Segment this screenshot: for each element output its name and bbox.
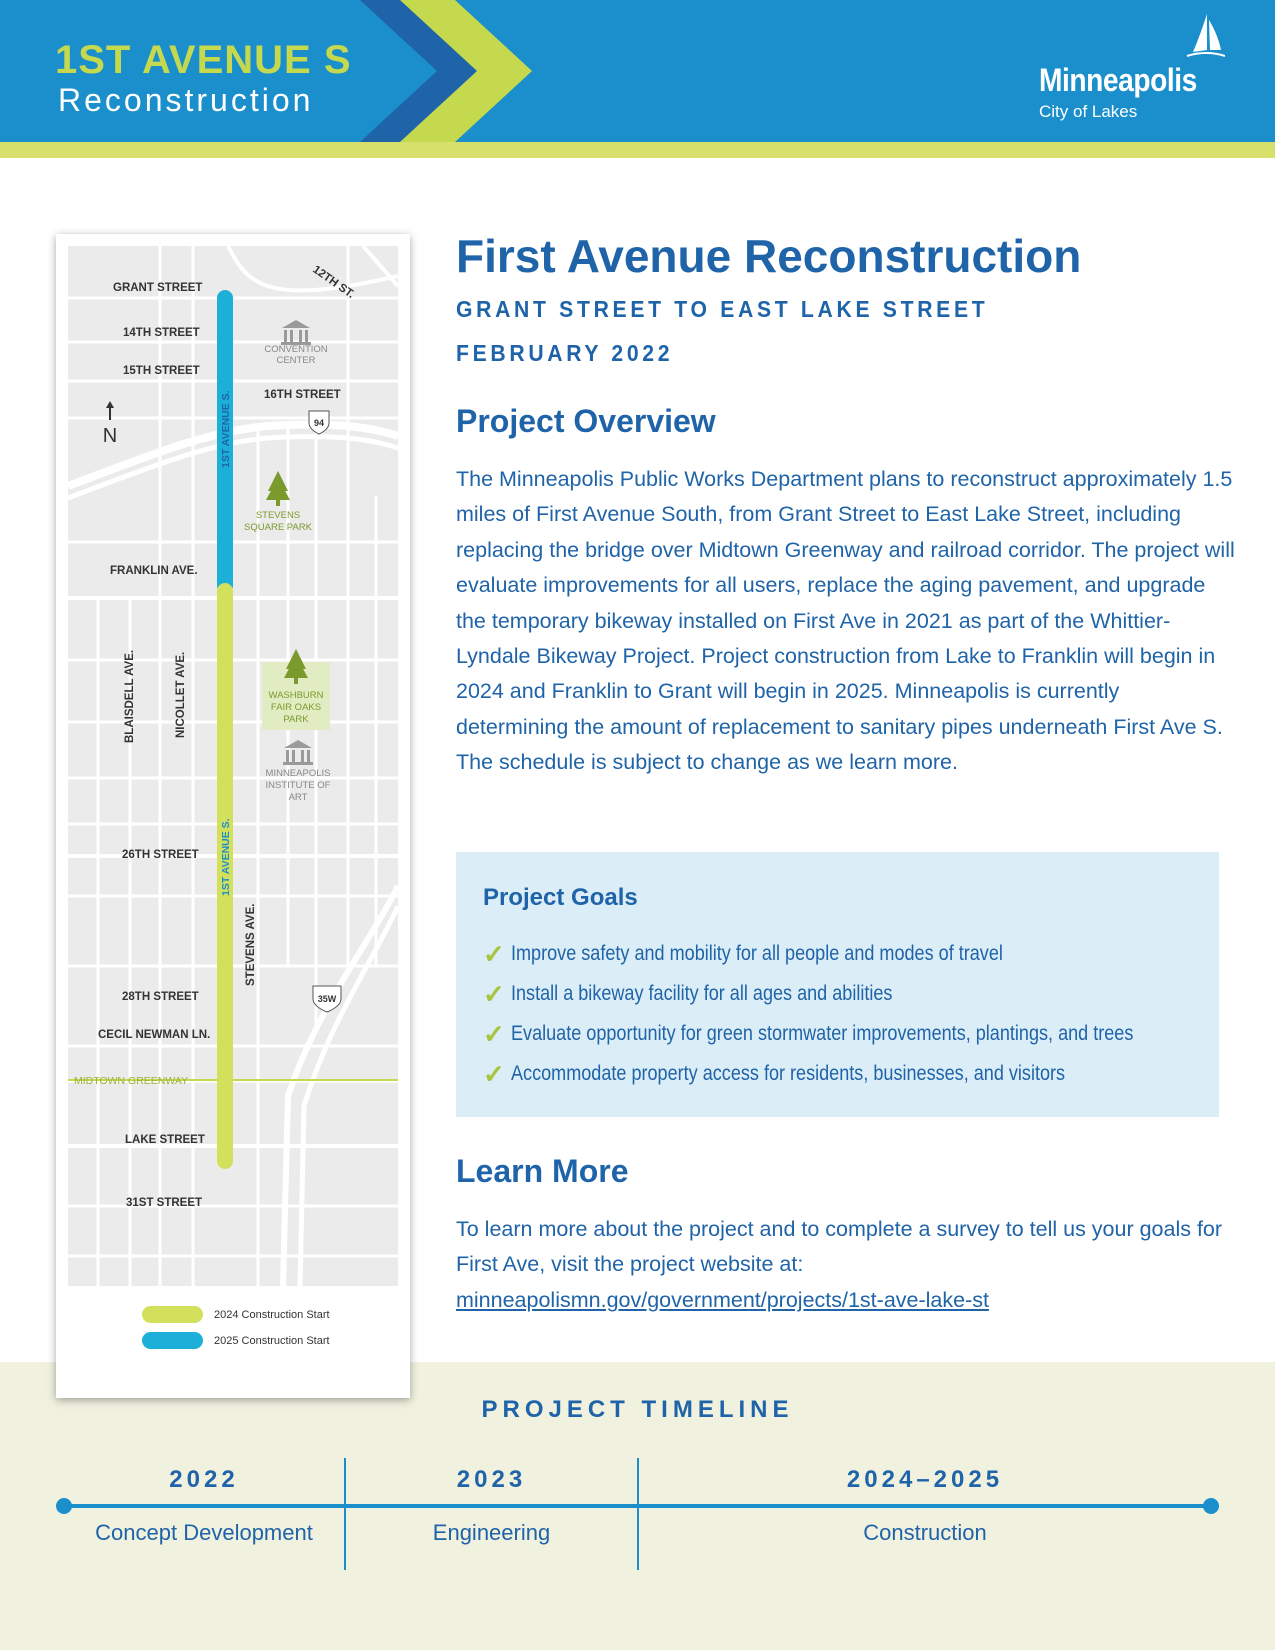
goals-heading: Project Goals — [483, 884, 638, 911]
checkmark-icon: ✓ — [483, 1018, 505, 1049]
map-label-stevens-park-2: SQUARE PARK — [244, 522, 312, 533]
map-label-convention-2: CENTER — [276, 355, 316, 366]
legend-label-2025: 2025 Construction Start — [214, 1334, 330, 1347]
timeline-end-dot — [1203, 1498, 1219, 1514]
timeline-label-engineering: Engineering — [432, 1520, 551, 1545]
map-label-washburn-3: PARK — [283, 714, 309, 725]
legend-swatch-2025 — [142, 1332, 203, 1349]
map-label-mia: MINNEAPOLIS — [265, 768, 331, 779]
goal-text: Accommodate property access for residents, businesses, and visitors — [511, 1062, 1066, 1085]
logo-tagline: City of Lakes — [1039, 102, 1138, 121]
timeline-title: PROJECT TIMELINE — [481, 1396, 794, 1423]
minneapolis-logo — [1035, 12, 1235, 127]
sailboat-icon — [1185, 12, 1225, 62]
page-title: First Avenue Reconstruction — [456, 230, 1082, 282]
list-item — [483, 934, 1235, 974]
map-label-lake: LAKE STREET — [125, 1134, 205, 1146]
checkmark-icon: ✓ — [483, 1058, 505, 1089]
map-label-stevens-park: STEVENS — [255, 510, 301, 521]
header-title: 1ST AVENUE S — [55, 38, 352, 82]
goal-text: Evaluate opportunity for green stormwater improvements, plantings, and trees — [511, 1022, 1134, 1045]
timeline-year-2022: 2022 — [169, 1466, 239, 1493]
chevron-graphic — [360, 0, 560, 142]
page-date: FEBRUARY 2022 — [456, 340, 674, 366]
map-label-28th: 28TH STREET — [122, 991, 199, 1003]
map-label-washburn-2: FAIR OAKS — [270, 702, 322, 713]
map-label-stevens: STEVENS AVE. — [245, 903, 257, 986]
map-label-nicollet: NICOLLET AVE. — [175, 651, 187, 738]
overview-heading: Project Overview — [456, 403, 716, 439]
checkmark-icon: ✓ — [483, 978, 505, 1009]
legend-2024 — [142, 1306, 330, 1323]
goals-list — [483, 934, 1235, 1094]
list-item — [483, 1014, 1235, 1054]
overview-text: The Minneapolis Public Works Department plans to reconstruct approximately 1.5 miles of First Avenue South, from Grant Street to East Lake Street, including replacing the bridge over Midtown Greenway and railroad corridor. The project will evaluate improvements for all users, replace the aging pavement, and upgrade the temporary bikeway installed on First Ave in 2021 as part of the Whittier-Lyndale Bikeway Project. Project construction from Lake to Franklin will begin in 2024 and Franklin to Grant will begin in 2025. Minneapolis is currently determining the amount of replacement to sanitary pipes underneath First Ave S. The schedule is subject to change as we learn more. — [456, 467, 1235, 775]
map-label-16th: 16TH STREET — [264, 389, 341, 401]
legend-swatch-2024 — [142, 1306, 203, 1323]
page-subtitle: GRANT STREET TO EAST LAKE STREET — [456, 296, 989, 322]
map-label-mia-2: INSTITUTE OF — [265, 780, 331, 791]
map-label-26th: 26TH STREET — [122, 849, 199, 861]
header-subtitle: Reconstruction — [58, 82, 314, 118]
svg-text:35W: 35W — [317, 994, 337, 1004]
map-label-grant: GRANT STREET — [113, 282, 203, 294]
list-item — [483, 974, 1235, 1014]
timeline-year-2023: 2023 — [456, 1466, 527, 1493]
learn-more-body: To learn more about the project and to complete a survey to tell us your goals for First Ave, visit the project website at: — [456, 1217, 1223, 1277]
project-map — [56, 234, 410, 1398]
legend-2025 — [142, 1332, 330, 1349]
map-label-cecil: CECIL NEWMAN LN. — [98, 1029, 211, 1041]
map-graphic — [68, 246, 398, 1286]
map-label-blaisdell: BLAISDELL AVE. — [124, 649, 136, 743]
main-content — [456, 226, 1236, 781]
map-label-franklin: FRANKLIN AVE. — [110, 565, 198, 577]
header-stripe — [0, 142, 1275, 158]
checkmark-icon: ✓ — [483, 938, 505, 969]
map-label-washburn: WASHBURN — [268, 690, 324, 701]
list-item — [483, 1054, 1235, 1094]
map-label-1st-ave-south: 1ST AVENUE S. — [220, 818, 232, 896]
map-label-15th: 15TH STREET — [123, 365, 200, 377]
legend-label-2024: 2024 Construction Start — [214, 1308, 330, 1321]
header-banner — [0, 0, 1275, 142]
map-label-convention: CONVENTION — [264, 344, 328, 355]
timeline-label-construction: Construction — [863, 1520, 987, 1545]
north-label: N — [102, 425, 118, 447]
map-label-mia-3: ART — [288, 792, 308, 803]
learn-more-heading: Learn More — [456, 1153, 629, 1189]
map-label-14th: 14TH STREET — [123, 327, 200, 339]
svg-text:94: 94 — [313, 418, 325, 428]
map-label-midtown: MIDTOWN GREENWAY — [74, 1075, 189, 1087]
project-website-link[interactable]: minneapolismn.gov/government/projects/1st-ave-lake-st — [456, 1287, 989, 1312]
goals-box — [456, 852, 1219, 1117]
goal-text: Improve safety and mobility for all people and modes of travel — [511, 942, 1003, 965]
logo-name: Minneapolis — [1039, 62, 1197, 98]
map-label-31st: 31ST STREET — [126, 1197, 203, 1209]
learn-more-text — [456, 1212, 1236, 1318]
map-label-12th: 12TH ST. — [310, 263, 357, 301]
timeline-start-dot — [56, 1498, 72, 1514]
timeline-label-concept: Concept Development — [95, 1520, 313, 1545]
timeline-year-2024-2025: 2024–2025 — [846, 1466, 1004, 1493]
map-label-1st-ave-north: 1ST AVENUE S. — [220, 390, 232, 468]
goal-text: Install a bikeway facility for all ages and abilities — [511, 982, 893, 1005]
